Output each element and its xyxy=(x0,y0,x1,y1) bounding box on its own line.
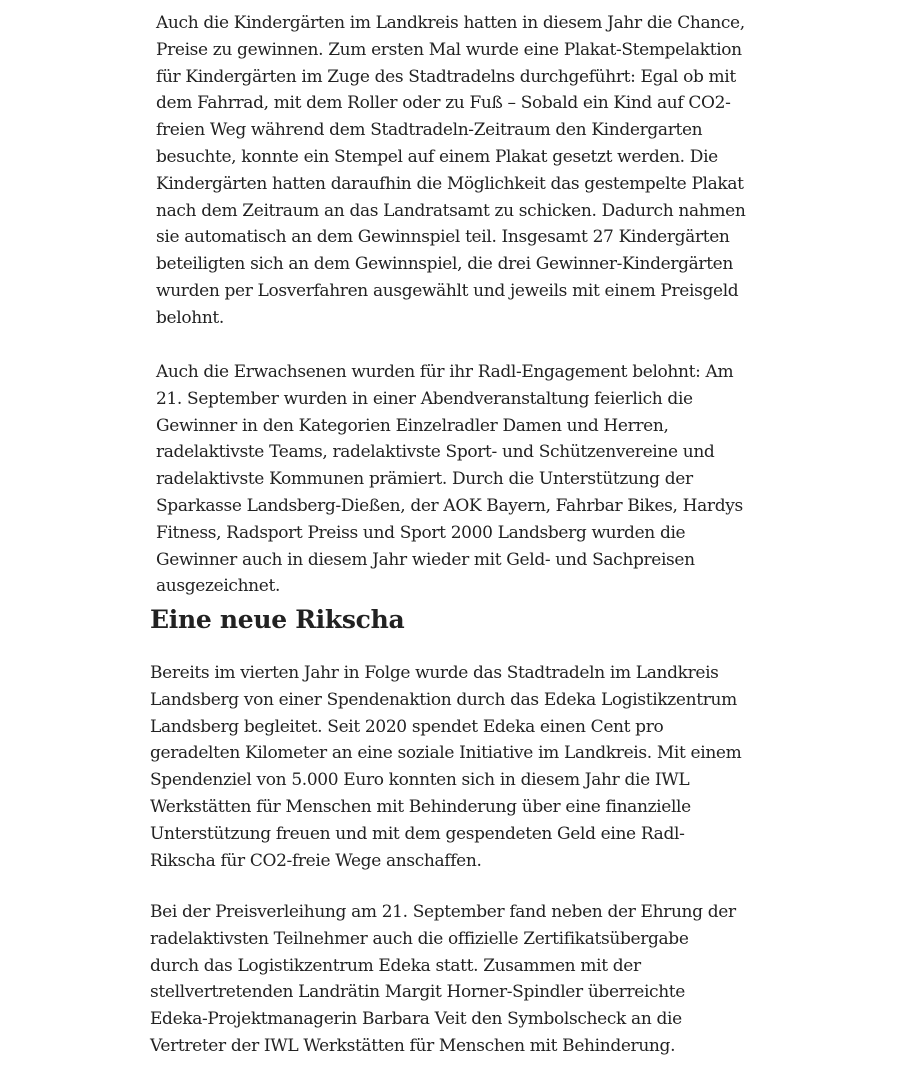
paragraph-award-ceremony: Bei der Preisverleihung am 21. September fand neben der Ehrung der radelaktivsten Teilnehmer auch die offizielle Zertifikatsübergabe durch das Logistikzentrum Edeka statt. Zusammen mit der stellvertretenden Landrätin Margit Horner-Spindler überreichte Edeka-Projektmanagerin Barbara Veit den Symbolscheck an die Vertreter der IWL Werkstätten für Menschen mit Behinderung. xyxy=(150,902,736,1056)
paragraph-kindergarten-stamp-campaign: Auch die Kindergärten im Landkreis hatten in diesem Jahr die Chance, Preise zu gewinnen. Zum ersten Mal wurde eine Plakat-Stempelaktion für Kindergärten im Zuge des Stadtradelns durchgeführt: Egal ob mit dem Fahrrad, mit dem Roller oder zu Fuß – Sobald ein Kind auf CO2-freien Weg während dem Stadtradeln-Zeitraum den Kindergarten besuchte, konnte ein Stempel auf einem Plakat gesetzt werden. Die Kindergärten hatten daraufhin die Möglichkeit das gestempelte Plakat nach dem Zeitraum an das Landratsamt zu schicken. Dadurch nahmen sie automatisch an dem Gewinnspiel teil. Insgesamt 27 Kindergärten beteiligten sich an dem Gewinnspiel, die drei Gewinner-Kindergärten wurden per Losverfahren ausgewählt und jeweils mit einem Preisgeld belohnt. xyxy=(156,13,746,328)
section-heading: Eine neue Rikscha xyxy=(150,605,405,634)
paragraph-donation-campaign: Bereits im vierten Jahr in Folge wurde das Stadtradeln im Landkreis Landsberg von einer Spendenaktion durch das Edeka Logistikzentrum Landsberg begleitet. Seit 2020 spendet Edeka einen Cent pro geradelten Kilometer an eine soziale Initiative im Landkreis. Mit einem Spendenziel von 5.000 Euro konnten sich in diesem Jahr die IWL Werkstätten für Menschen mit Behinderung über eine finanzielle Unterstützung freuen und mit dem gespendeten Geld eine Radl-Rikscha für CO2-freie Wege anschaffen. xyxy=(150,663,742,871)
paragraph-adult-awards: Auch die Erwachsenen wurden für ihr Radl-Engagement belohnt: Am 21. September wurden in einer Abendveranstaltung feierlich die Gewinner in den Kategorien Einzelradler Damen und Herren, radelaktivste Teams, radelaktivste Sport- und Schützenvereine und radelaktivste Kommunen prämiert. Durch die Unterstützung der Sparkasse Landsberg-Dießen, der AOK Bayern, Fahrbar Bikes, Hardys Fitness, Radsport Preiss und Sport 2000 Landsberg wurden die Gewinner auch in diesem Jahr wieder mit Geld- und Sachpreisen ausgezeichnet. xyxy=(156,362,743,597)
